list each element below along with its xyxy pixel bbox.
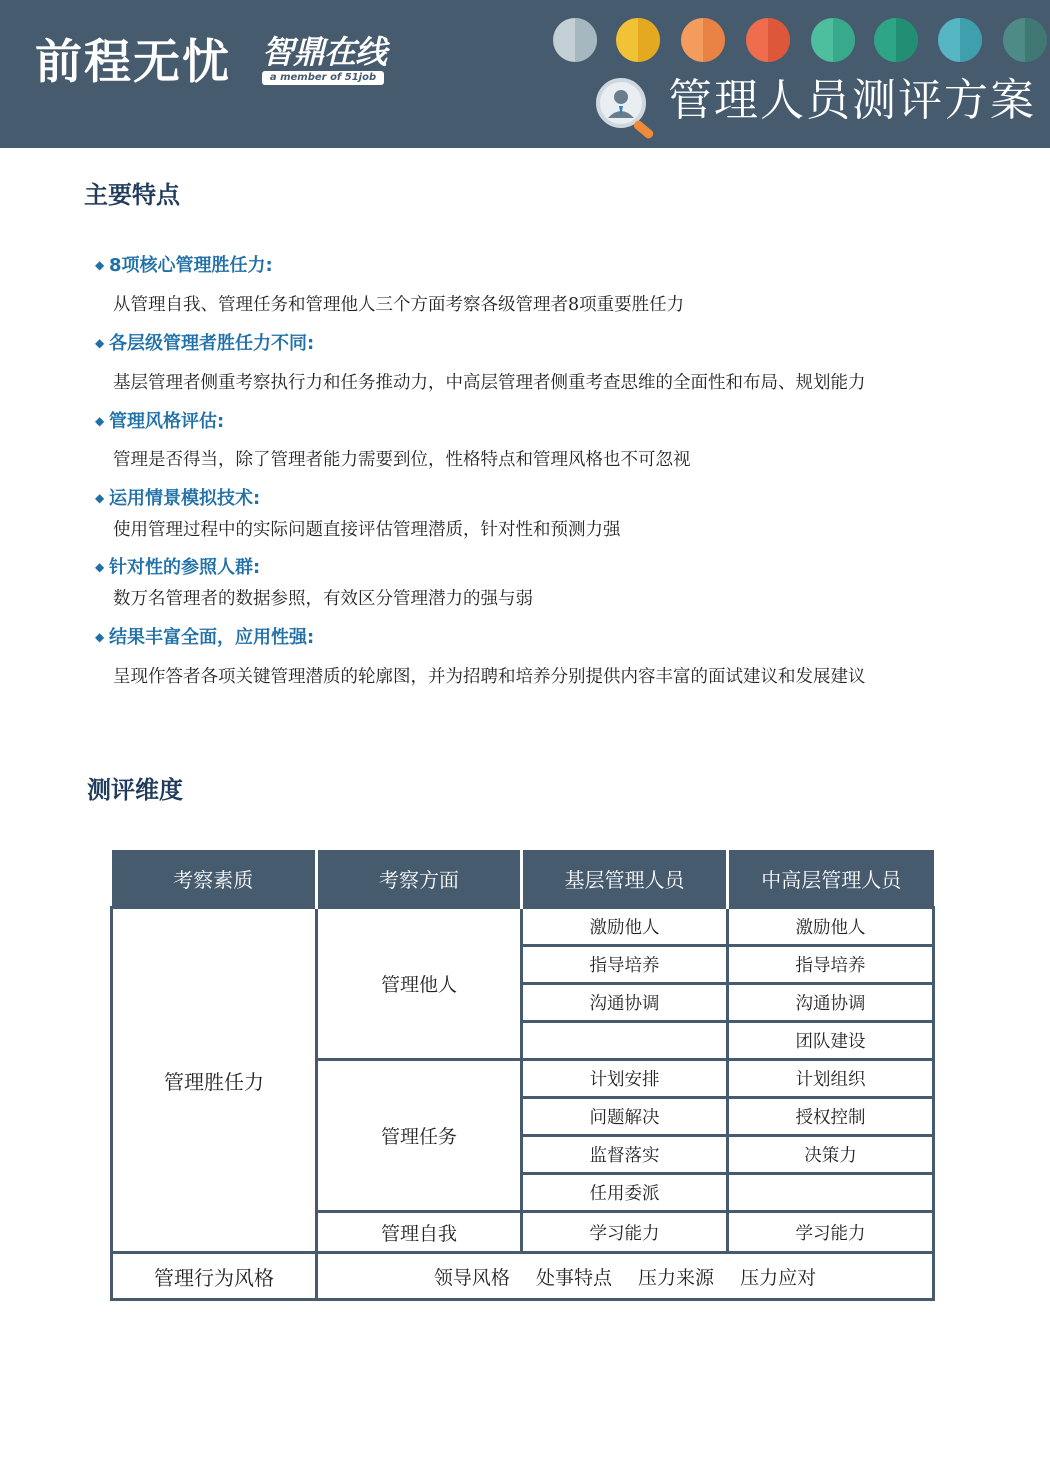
table-cell [728, 1174, 934, 1212]
page-title: 管理人员测评方案 [668, 75, 1036, 126]
bullet-icon: ◆ [95, 491, 105, 505]
table-cell: 激励他人 [522, 908, 728, 946]
table-row [112, 1253, 934, 1300]
feature-description: 从管理自我、管理任务和管理他人三个方面考察各级管理者8项重要胜任力 [113, 295, 685, 315]
table-row [112, 908, 934, 946]
column-header: 中高层管理人员 [728, 850, 934, 908]
table-cell: 学习能力 [728, 1212, 934, 1253]
feature-heading: ◆ 管理风格评估: [95, 411, 225, 432]
feature-heading: ◆ 各层级管理者胜任力不同: [95, 333, 315, 354]
decorative-circle [681, 18, 725, 62]
sub-brand-name: 智鼎在线 [262, 33, 387, 71]
table-cell: 团队建设 [728, 1022, 934, 1060]
bullet-icon: ◆ [95, 258, 105, 272]
table-cell: 指导培养 [522, 946, 728, 984]
table-cell: 问题解决 [522, 1098, 728, 1136]
bullet-icon: ◆ [95, 630, 105, 644]
quality-cell: 管理行为风格 [112, 1253, 317, 1300]
decorative-circle [1003, 18, 1047, 62]
feature-heading: ◆ 运用情景模拟技术: [95, 488, 261, 509]
table-cell: 激励他人 [728, 908, 934, 946]
table-cell: 授权控制 [728, 1098, 934, 1136]
features-section-title: 主要特点 [84, 181, 180, 209]
feature-description: 管理是否得当，除了管理者能力需要到位，性格特点和管理风格也不可忽视 [113, 450, 691, 470]
feature-description: 呈现作答者各项关键管理潜质的轮廓图，并为招聘和培养分别提供内容丰富的面试建议和发展建议 [113, 667, 866, 687]
column-header: 基层管理人员 [522, 850, 728, 908]
table-cell: 任用委派 [522, 1174, 728, 1212]
aspect-cell: 管理自我 [317, 1212, 522, 1253]
bullet-icon: ◆ [95, 560, 105, 574]
column-header: 考察素质 [112, 850, 317, 908]
style-item: 压力来源 [638, 1266, 715, 1289]
table-cell: 学习能力 [522, 1212, 728, 1253]
feature-heading: ◆ 针对性的参照人群: [95, 557, 261, 578]
style-item: 领导风格 [433, 1266, 510, 1289]
table-header-row [112, 850, 934, 908]
table-cell: 指导培养 [728, 946, 934, 984]
table-cell: 沟通协调 [728, 984, 934, 1022]
aspect-cell: 管理任务 [317, 1060, 522, 1212]
page-header [0, 0, 1050, 148]
quality-cell: 管理胜任力 [112, 908, 317, 1253]
column-header: 考察方面 [317, 850, 522, 908]
style-item: 处事特点 [535, 1266, 612, 1289]
dimensions-section-title: 测评维度 [87, 776, 183, 804]
bullet-icon: ◆ [95, 414, 105, 428]
brand-logo: 前程无忧 [35, 35, 231, 90]
feature-heading: ◆ 8项核心管理胜任力: [95, 255, 273, 276]
sub-brand-logo [262, 34, 386, 86]
style-item: 压力应对 [740, 1266, 817, 1289]
feature-description: 基层管理者侧重考察执行力和任务推动力，中高层管理者侧重考查思维的全面性和布局、规划能力 [113, 373, 866, 393]
decorative-circle [811, 18, 855, 62]
decorative-circle [746, 18, 790, 62]
table-cell: 计划组织 [728, 1060, 934, 1098]
feature-description: 使用管理过程中的实际问题直接评估管理潜质，针对性和预测力强 [113, 520, 621, 540]
sub-brand-tag: a member of 51job [262, 71, 384, 85]
table-cell: 计划安排 [522, 1060, 728, 1098]
dimensions-table [110, 850, 935, 1331]
bullet-icon: ◆ [95, 336, 105, 350]
table-cell: 决策力 [728, 1136, 934, 1174]
aspect-cell: 管理他人 [317, 908, 522, 1060]
decorative-circle [616, 18, 660, 62]
decorative-circle [938, 18, 982, 62]
decorative-circle [874, 18, 918, 62]
table-cell [522, 1022, 728, 1060]
table-cell: 监督落实 [522, 1136, 728, 1174]
table-cell: 沟通协调 [522, 984, 728, 1022]
feature-description: 数万名管理者的数据参照，有效区分管理潜力的强与弱 [113, 589, 533, 609]
magnifier-person-icon [594, 76, 664, 140]
styles-cell [317, 1253, 934, 1300]
decorative-circle [553, 18, 597, 62]
feature-heading: ◆ 结果丰富全面，应用性强: [95, 627, 315, 648]
